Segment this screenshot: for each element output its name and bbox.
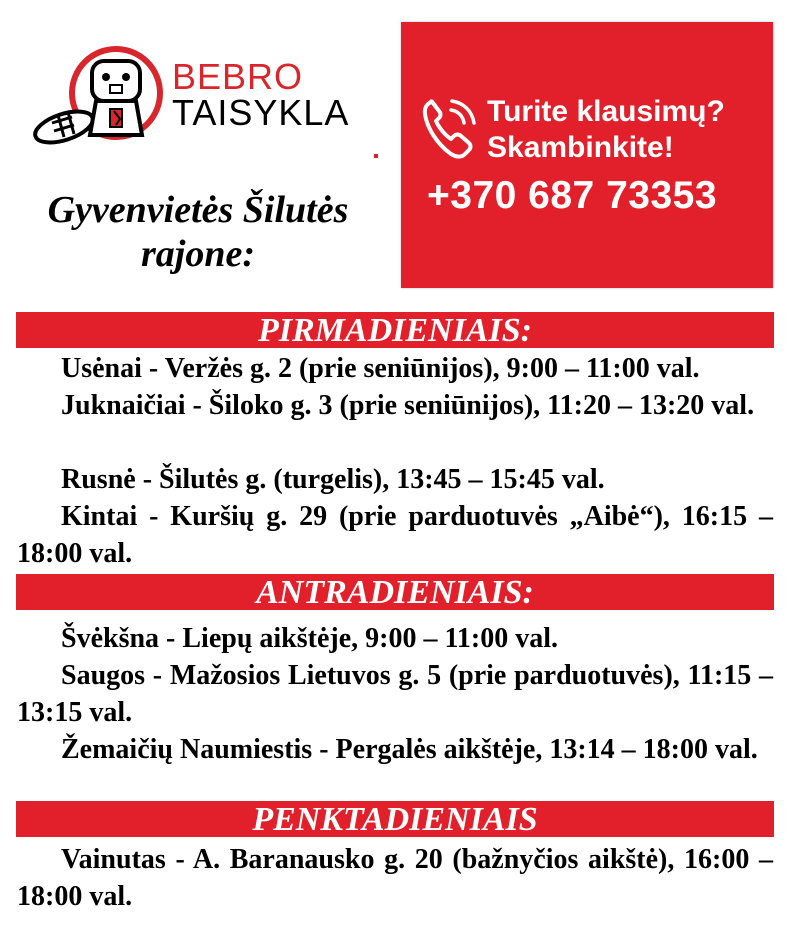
brand-logo (30, 45, 360, 145)
phone-icon (421, 96, 479, 160)
call-question: Turite klausimų? (487, 95, 725, 128)
day-heading-friday: PENKTADIENIAIS (16, 801, 774, 837)
region-title: Gyvenvietės Šilutės rajone: (47, 189, 349, 275)
schedule-entry: Rusnė - Šilutės g. (turgelis), 13:45 – 15:45 val. (61, 464, 605, 495)
logo-word-bebro: BEBRO (172, 56, 304, 97)
schedule-entry: Švėkšna - Liepų aikštėje, 9:00 – 11:00 val. (61, 623, 559, 654)
schedule-entry: Vainutas - A. Baranausko g. 20 (bažnyčios aikštė), 16:00 – 18:00 val. (17, 844, 773, 912)
schedule-entry: Usėnai - Veržės g. 2 (prie seniūnijos), 9:00 – 11:00 val. (61, 353, 700, 384)
phone-number: +370 687 73353 (427, 174, 718, 217)
logo-word-taisykla: TAISYKLA (172, 92, 350, 133)
decorative-dot (374, 154, 378, 158)
schedule-entry: Kintai - Kuršių g. 29 (prie parduotuvės „Aibė“), 16:15 – 18:00 val. (17, 501, 773, 569)
beaver-logo-icon (30, 45, 170, 145)
call-info-box (401, 22, 773, 288)
schedule-entry: Saugos - Mažosios Lietuvos g. 5 (prie parduotuvės), 11:15 – 13:15 val. (17, 660, 773, 728)
day-heading-monday: PIRMADIENIAIS: (16, 312, 774, 348)
schedule-entry: Juknaičiai - Šiloko g. 3 (prie seniūnijos), 11:20 – 13:20 val. (61, 390, 755, 421)
schedule-entry: Žemaičių Naumiestis - Pergalės aikštėje, 13:14 – 18:00 val. (61, 734, 758, 765)
call-invite: Skambinkite! (487, 131, 674, 164)
day-heading-tuesday: ANTRADIENIAIS: (16, 574, 774, 610)
